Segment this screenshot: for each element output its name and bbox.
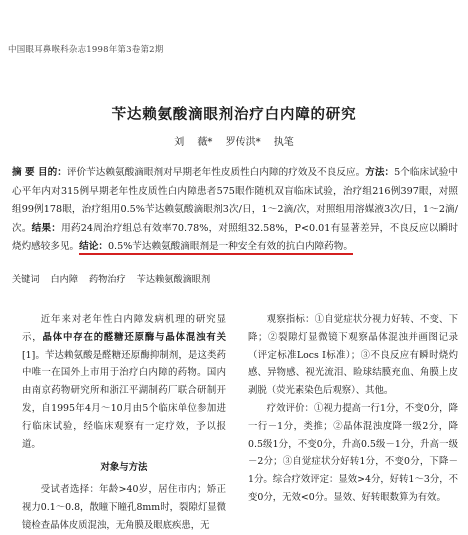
intro-text-bold: 晶体中存在的醛糖还原酶与晶体混浊有关 xyxy=(42,331,226,343)
keywords xyxy=(12,271,458,285)
paper-title: 苄达赖氨酸滴眼剂治疗白内障的研究 xyxy=(111,106,357,123)
indicators-paragraph: 观察指标：①自觉症状分视力好转、不变、下降；②裂隙灯显微镜下观察晶体混浊并画图记录（评定标准Locs Ⅰ标准）；③不良反应有瞬时烧灼感、异物感、视光流泪、睑球结膜充血、角膜上皮剥脱（荧光素染色后观察）、其他。 xyxy=(248,314,458,397)
author-role: 执笔 xyxy=(273,137,294,148)
results-label: 结果： xyxy=(31,222,62,234)
abstract xyxy=(12,164,458,257)
intro-text-a: 近年来对老年性白内障发病机理的研究显示， xyxy=(22,314,226,343)
conclusion-highlight xyxy=(79,241,353,255)
right-column xyxy=(248,311,458,507)
abstract-methods: 5个临床试验中心平年内对315例早期老年性皮质性白内障患者575眼作随机双盲临床试验，治疗组216例397眼，对照组99例178眼，治疗组用0.5%苄达赖氨酸滴眼剂3次/日，1～2滴/次，对照组用溶媒液3次/日，1～2滴/次。 xyxy=(12,167,459,234)
abstract-conclusion: 0.5%苄达赖氨酸滴眼剂是一种安全有效的抗白内障药物。 xyxy=(107,241,353,252)
left-column xyxy=(22,311,226,535)
evaluation-paragraph: 疗效评价：①视力提高一行1分，不变0分，降一行－1分，类推；②晶体混浊度降一级2分，降0.5级1分，不变0分，升高0.5级－1分，升高一级－2分；③自觉症状分好转1分，不变0分，下降－1分。综合疗效评定：显效>4分，好转1～3分，不变0分，无效<0分。显效、好转眼数算为有效。 xyxy=(248,402,458,503)
author-2: 罗传洪* xyxy=(225,137,261,148)
journal-header: 中国眼耳鼻喉科杂志1998年第3卷第2期 xyxy=(8,45,164,55)
methods-label: 方法： xyxy=(365,167,395,178)
section-title: 对象与方法 xyxy=(100,462,148,474)
keyword-3: 苄达赖氨酸滴眼剂 xyxy=(136,274,211,285)
intro-text-c: [1]。苄达赖氨酸是醛糖还原酶抑制剂，是这类药中唯一在国外上市用于治疗白内障的药物。国内由南京药物研究所和浙江平湖制药厂联合研制开发，自1995年4月～10月由5个临床单位参加进行临床试验，经临床观察有一定疗效，予以报道。 xyxy=(22,349,226,450)
conclusion-label: 结论： xyxy=(79,241,108,252)
abstract-label: 摘 要 目的： xyxy=(12,167,67,178)
abstract-results: 用药24周治疗组总有效率70.78%，对照组32.58%，P<0.01有显著差异，不良反应以瞬时烧灼感较多见。 xyxy=(12,222,459,252)
abstract-objective: 评价苄达赖氨酸滴眼剂对早期老年性皮质性白内障的疗效及不良反应。 xyxy=(66,167,366,178)
keywords-label: 关键词 xyxy=(12,274,40,285)
keyword-1: 白内障 xyxy=(50,274,79,285)
keyword-2: 药物治疗 xyxy=(88,274,126,285)
author-1: 刘 薇* xyxy=(174,137,213,148)
subjects-paragraph: 受试者选择：年龄>40岁，居住市内；矫正视力0.1～0.8，散瞳下瞳孔8mm时，裂隙灯显微镜检查晶体皮质混浊，无角膜及眼底疾患，无 xyxy=(22,484,226,531)
author-line xyxy=(0,133,468,148)
intro-paragraph xyxy=(22,311,226,453)
